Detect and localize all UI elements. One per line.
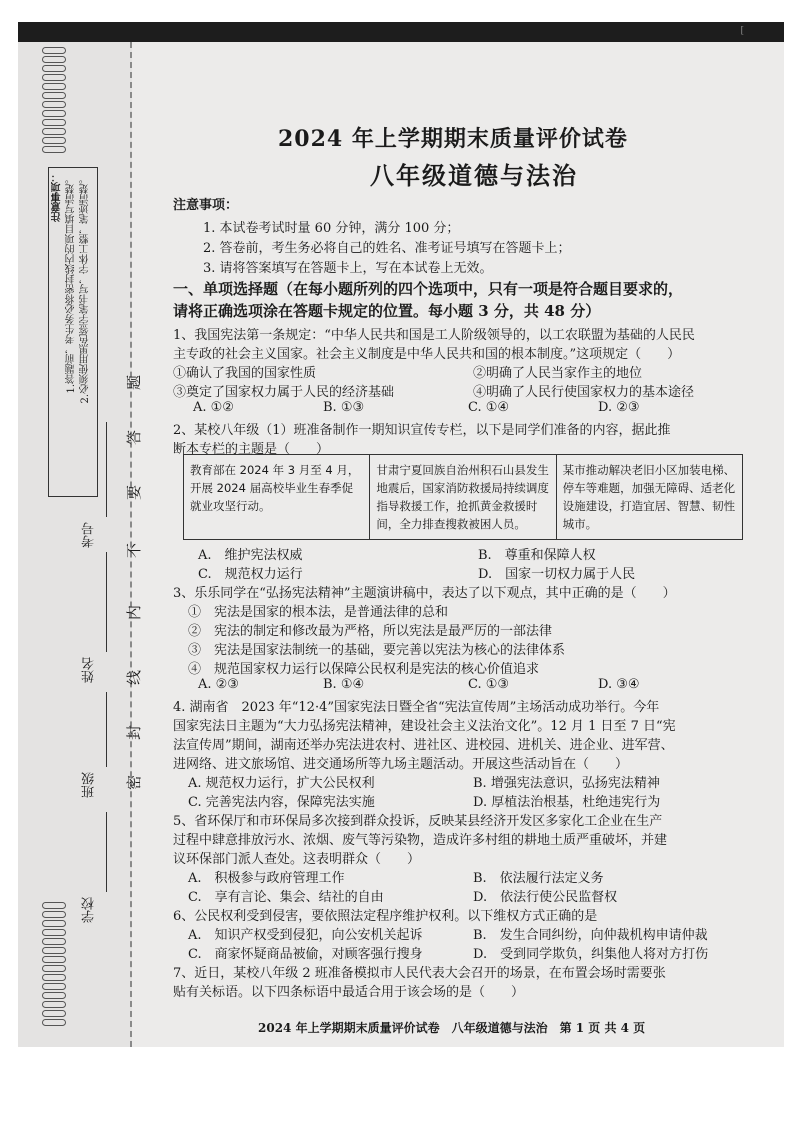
q3-option-b: B. ①④ xyxy=(323,677,365,692)
q5-option-a: A. 积极参与政府管理工作 xyxy=(188,871,345,886)
sidebar-notice-line2: 2.必须使用黑色签字笔书写，字体工整，笔迹清楚。 xyxy=(80,174,91,404)
q2-material-table xyxy=(183,454,743,540)
class-line xyxy=(106,692,107,767)
q4-stem-2: 国家宪法日主题为“大力弘扬宪法精神，建设社会主义法治文化”。12 月 1 日至 7 日“宪 xyxy=(173,719,676,734)
q1-statement: ②明确了人民当家作主的地位 xyxy=(473,366,643,381)
number-line xyxy=(106,422,107,517)
sidebar-notice-heading: 注意事项： xyxy=(52,172,63,222)
binding-hole xyxy=(42,146,66,153)
q2-material-cell: 教育部在 2024 年 3 月至 4 月，开展 2024 届高校毕业生春季促就业攻坚行动。 xyxy=(184,455,370,539)
binding-hole xyxy=(42,911,66,918)
q5-option-c: C. 享有言论、集会、结社的自由 xyxy=(188,890,384,905)
binding-hole xyxy=(42,110,66,117)
q3-statement: ④ 规范国家权力运行以保障公民权利是宪法的核心价值追求 xyxy=(188,662,540,677)
binding-holes-top xyxy=(42,47,70,153)
label-number: 考号 xyxy=(82,522,97,548)
q2-option-c: C. 规范权力运行 xyxy=(198,567,303,582)
q1-statement: ④明确了人民行使国家权力的基本途径 xyxy=(473,385,695,400)
binding-hole xyxy=(42,929,66,936)
q5-stem-2: 过程中肆意排放污水、浓烟、废气等污染物，造成许多村组的耕地土质严重破坏，并建 xyxy=(173,833,668,848)
q4-option-b: B. 增强宪法意识，弘扬宪法精神 xyxy=(473,776,660,791)
binding-hole xyxy=(42,65,66,72)
q6-stem: 6、公民权利受到侵害，要依照法定程序维护权利。以下维权方式正确的是 xyxy=(173,909,598,924)
binding-hole xyxy=(42,56,66,63)
q5-stem-3: 议环保部门派人查处。这表明群众（ ） xyxy=(173,852,421,867)
q1-option-c: C. ①④ xyxy=(468,400,510,415)
q4-option-c: C. 完善宪法内容，保障宪法实施 xyxy=(188,795,375,810)
binding-hole xyxy=(42,983,66,990)
q2-option-a: A. 维护宪法权威 xyxy=(198,548,303,563)
exam-subject: 八年级道德与法治 xyxy=(370,161,578,190)
seal-char: 要 xyxy=(125,484,144,501)
binding-hole xyxy=(42,47,66,54)
note-item: 1. 本试卷考试时量 60 分钟，满分 100 分； xyxy=(203,221,460,236)
q4-stem-4: 进网络、进文旅场馆、进交通场所等九场主题活动。开展这些活动旨在（ ） xyxy=(173,757,629,772)
note-item: 2. 答卷前，考生务必将自己的姓名、准考证号填写在答题卡上； xyxy=(203,241,571,256)
note-item: 3. 请将答案填写在答题卡上，写在本试卷上无效。 xyxy=(203,261,493,276)
q3-statement: ① 宪法是国家的根本法，是普通法律的总和 xyxy=(188,605,449,620)
q1-stem-2: 主专政的社会主义国家。社会主义制度是中华人民共和国的根本制度。”这项规定（ ） xyxy=(173,347,681,362)
binding-hole xyxy=(42,83,66,90)
page-footer: 2024 年上学期期末质量评价试卷 八年级道德与法治 第 1 页 共 4 页 xyxy=(258,1021,646,1035)
binding-holes-bottom xyxy=(42,902,70,1026)
q7-stem: 7、近日，某校八年级 2 班准备模拟市人民代表大会召开的场景，在布置会场时需要张 xyxy=(173,966,666,981)
q3-statement: ② 宪法的制定和修改最为严格，所以宪法是最严厉的一部法律 xyxy=(188,624,553,639)
school-line xyxy=(106,812,107,892)
binding-hole xyxy=(42,74,66,81)
section-heading-2: 请将正确选项涂在答题卡规定的位置。每小题 3 分，共 48 分） xyxy=(173,302,601,320)
seal-char: 不 xyxy=(125,542,144,559)
binding-hole xyxy=(42,965,66,972)
q4-stem: 4. 湖南省 2023 年“12·4”国家宪法日暨全省“宪法宣传周”主场活动成功举行。今年 xyxy=(173,700,660,715)
section-heading: 一、单项选择题（在每小题所列的四个选项中，只有一项是符合题目要求的， xyxy=(173,280,684,298)
binding-hole xyxy=(42,137,66,144)
q2-stem: 2、某校八年级（1）班准备制作一期知识宣传专栏，以下是同学们准备的内容，据此推 xyxy=(173,423,671,438)
corner-mark: [ xyxy=(740,26,744,36)
q7-stem-2: 贴有关标语。以下四条标语中最适合用于该会场的是（ ） xyxy=(173,985,525,1000)
q5-stem: 5、省环保厅和市环保局多次接到群众投诉，反映某县经济开发区多家化工企业在生产 xyxy=(173,814,663,829)
q5-option-b: B. 依法履行法定义务 xyxy=(473,871,604,886)
binding-hole xyxy=(42,956,66,963)
seal-char: 内 xyxy=(125,604,144,621)
binding-hole xyxy=(42,1019,66,1026)
seal-char: 封 xyxy=(125,724,144,741)
seal-char: 密 xyxy=(125,774,144,791)
binding-hole xyxy=(42,1010,66,1017)
q3-option-d: D. ③④ xyxy=(598,677,640,692)
sidebar-notice-line1: 1.答题前，考生务必将密封线内的项目填写清楚。 xyxy=(66,174,77,394)
q4-stem-3: 法宣传周”期间，湖南还举办宪法进农村、进社区、进校园、进机关、进企业、进军营、 xyxy=(173,738,674,753)
q3-option-a: A. ②③ xyxy=(198,677,239,692)
q1-option-a: A. ①② xyxy=(193,400,234,415)
label-name: 姓名 xyxy=(82,657,97,683)
binding-hole xyxy=(42,119,66,126)
seal-char: 题 xyxy=(125,374,144,391)
binding-hole xyxy=(42,947,66,954)
seal-margin xyxy=(18,42,144,1047)
binding-hole xyxy=(42,902,66,909)
label-class: 班级 xyxy=(82,772,97,798)
q2-material-cell: 甘肃宁夏回族自治州积石山县发生地震后，国家消防救援局持续调度指导救援工作，抢抓黄金救援时间，全力排查搜救被困人员。 xyxy=(370,455,556,539)
binding-hole xyxy=(42,938,66,945)
seal-char: 答 xyxy=(125,429,144,446)
q2-option-b: B. 尊重和保障人权 xyxy=(478,548,596,563)
binding-hole xyxy=(42,128,66,135)
notes-heading: 注意事项： xyxy=(173,198,239,213)
q6-option-a: A. 知识产权受到侵犯，向公安机关起诉 xyxy=(188,928,423,943)
binding-hole xyxy=(42,92,66,99)
q6-option-c: C. 商家怀疑商品被偷，对顾客强行搜身 xyxy=(188,947,423,962)
q6-option-d: D. 受到同学欺负，纠集他人将对方打伤 xyxy=(473,947,709,962)
sidebar-notice-box xyxy=(48,167,98,497)
q3-statement: ③ 宪法是国家法制统一的基础，要完善以宪法为核心的法律体系 xyxy=(188,643,566,658)
q1-statement: ③奠定了国家权力属于人民的经济基础 xyxy=(173,385,395,400)
binding-hole xyxy=(42,101,66,108)
q1-option-b: B. ①③ xyxy=(323,400,365,415)
q4-option-a: A. 规范权力运行，扩大公民权利 xyxy=(188,776,375,791)
label-school: 学校 xyxy=(82,897,97,923)
exam-title: 2024 年上学期期末质量评价试卷 xyxy=(278,126,628,152)
binding-hole xyxy=(42,920,66,927)
q1-stem: 1、我国宪法第一条规定：“中华人民共和国是工人阶级领导的，以工农联盟为基础的人民民 xyxy=(173,328,695,343)
q2-option-d: D. 国家一切权力属于人民 xyxy=(478,567,636,582)
q2-stem-2: 断本专栏的主题是（ ） xyxy=(173,442,330,457)
binding-hole xyxy=(42,992,66,999)
name-line xyxy=(106,552,107,652)
q2-material-cell: 某市推动解决老旧小区加装电梯、停车等难题，加强无障碍、适老化设施建设，打造宜居、智慧、韧性城市。 xyxy=(562,463,736,531)
binding-hole xyxy=(42,974,66,981)
exam-photo xyxy=(18,22,784,1047)
seal-char: 线 xyxy=(125,669,144,686)
q3-option-c: C. ①③ xyxy=(468,677,510,692)
q5-option-d: D. 依法行使公民监督权 xyxy=(473,890,618,905)
dark-top-edge xyxy=(18,22,784,42)
q4-option-d: D. 厚植法治根基，杜绝违宪行为 xyxy=(473,795,661,810)
q6-option-b: B. 发生合同纠纷，向仲裁机构申请仲裁 xyxy=(473,928,708,943)
q3-stem: 3、乐乐同学在“弘扬宪法精神”主题演讲稿中，表达了以下观点，其中正确的是（ ） xyxy=(173,586,676,601)
q1-option-d: D. ②③ xyxy=(598,400,640,415)
binding-hole xyxy=(42,1001,66,1008)
q1-statement: ①确认了我国的国家性质 xyxy=(173,366,317,381)
